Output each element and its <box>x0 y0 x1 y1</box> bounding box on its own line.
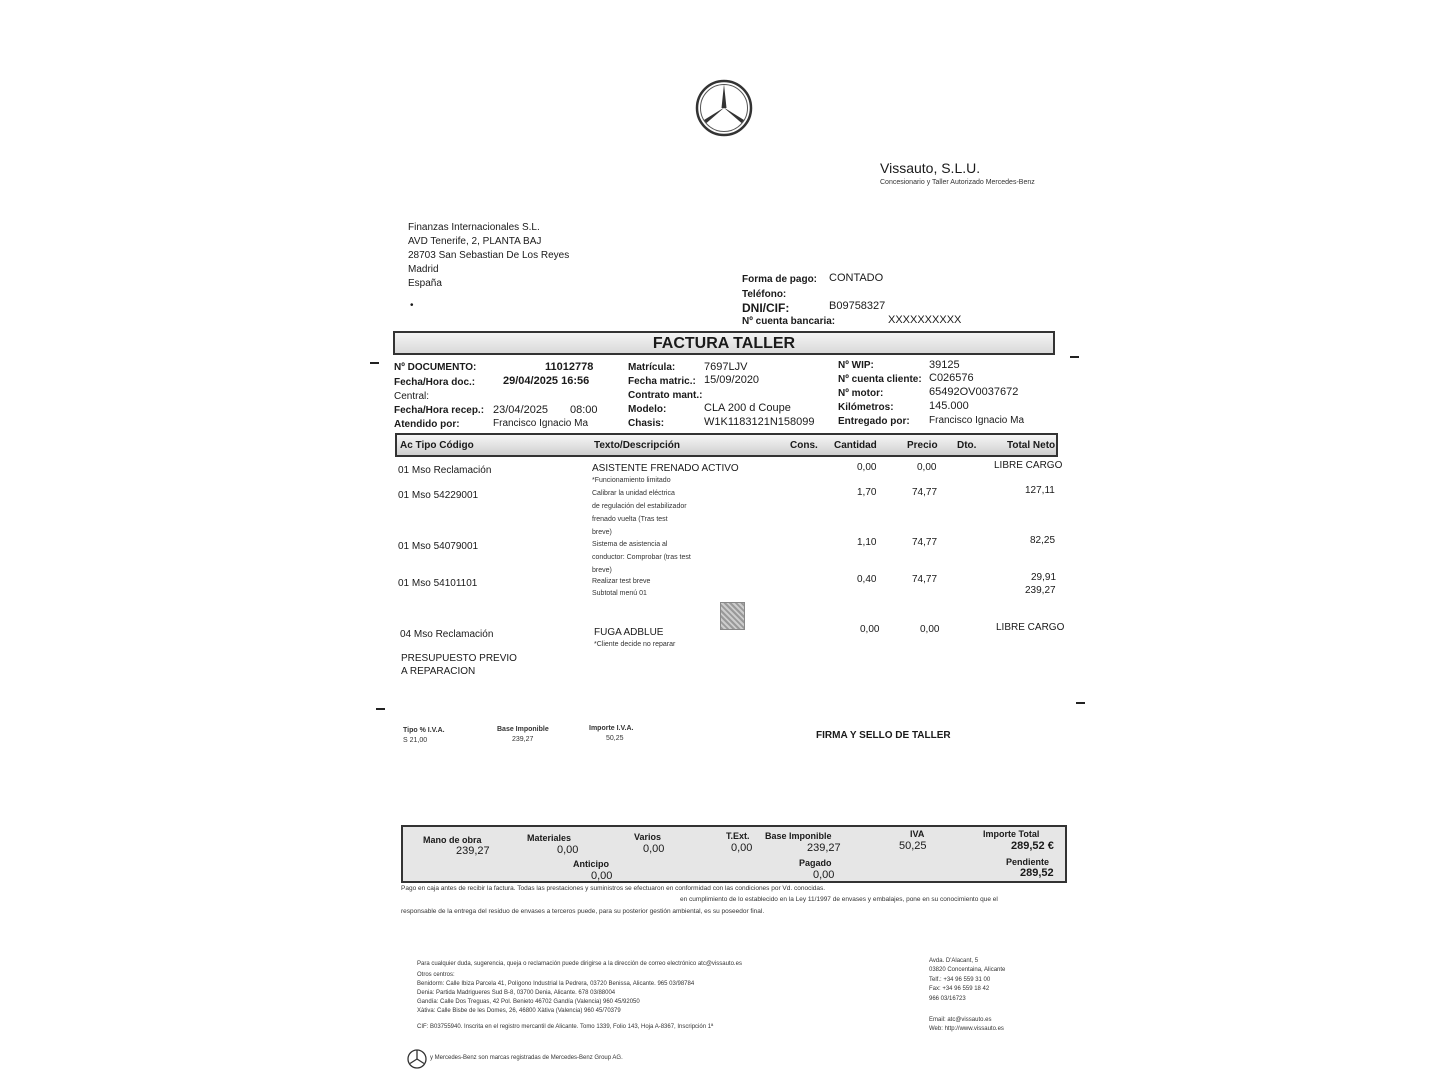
issuer-name: Vissauto, S.L.U. <box>880 160 981 176</box>
varios-label: Varios <box>634 832 662 842</box>
dni-value: B09758327 <box>829 300 886 312</box>
footer-fax: Fax: +34 96 559 18 42 <box>929 986 990 992</box>
footer-address: Avda. D'Alacant, 5 <box>929 958 979 964</box>
tipo-iva-value: S 21,00 <box>403 737 428 744</box>
line-subtext: frenado vuelta (Tras test <box>592 516 668 523</box>
doc-date-value: 29/04/2025 16:56 <box>503 375 590 387</box>
line-total: 82,25 <box>1030 535 1056 546</box>
line-text: FUGA ADBLUE <box>594 627 664 638</box>
fmatric-value: 15/09/2020 <box>704 374 760 386</box>
line-qty: 1,70 <box>857 487 877 498</box>
cliente-value: C026576 <box>929 372 974 384</box>
materiales-label: Materiales <box>527 833 572 843</box>
base-imponible-value: 239,27 <box>512 736 534 743</box>
line-qty: 0,40 <box>857 574 877 585</box>
line-subtext: *Cliente decide no reparar <box>594 641 676 648</box>
margin-mark <box>376 708 385 710</box>
customer-address1: AVD Tenerife, 2, PLANTA BAJ <box>408 236 542 247</box>
modelo-label: Modelo: <box>628 404 667 415</box>
issuer-tagline: Concesionario y Taller Autorizado Mercedes-Benz <box>880 179 1035 186</box>
anticipo-label: Anticipo <box>573 859 609 869</box>
central-label: Central: <box>394 391 430 402</box>
entregado-label: Entregado por: <box>838 416 910 427</box>
totals-iva-label: IVA <box>910 829 925 839</box>
line-code: 01 Mso 54229001 <box>398 490 479 501</box>
line-price: 0,00 <box>917 462 937 473</box>
recep-time-value: 08:00 <box>570 404 598 416</box>
text-label: T.Ext. <box>726 831 750 841</box>
line-price: 74,77 <box>912 487 938 498</box>
line-subtext: breve) <box>592 529 612 536</box>
doc-date-label: Fecha/Hora doc.: <box>394 377 476 388</box>
line-qty: 0,00 <box>860 624 880 635</box>
document-title: FACTURA TALLER <box>393 331 1055 355</box>
line-total: 127,11 <box>1025 485 1055 496</box>
note-line2: A REPARACION <box>401 666 476 677</box>
wip-value: 39125 <box>929 359 960 371</box>
line-subtext: de regulación del estabilizador <box>592 503 687 510</box>
recep-label: Fecha/Hora recep.: <box>394 405 485 416</box>
matricula-label: Matrícula: <box>628 362 676 373</box>
line-code: 01 Mso 54101101 <box>398 578 478 589</box>
customer-city: Madrid <box>408 264 439 275</box>
legal-line3: responsable de la entrega del residuo de envases a terceros puede, para su posterior gestión ambiental, es su poseedor final. <box>401 908 765 915</box>
importe-iva-label: Importe I.V.A. <box>589 725 634 732</box>
base-imponible-label: Base Imponible <box>497 726 549 733</box>
footer-center: Benidorm: Calle Ibiza Parcela 41, Polígono Industrial la Pedrera, 03720 Benissa, Alicante. 965 03/98784 <box>417 981 695 987</box>
margin-mark <box>1070 356 1079 358</box>
col-cantidad: Cantidad <box>834 440 877 451</box>
footer-centers-title: Otros centros: <box>417 972 455 978</box>
matricula-value: 7697LJV <box>704 361 748 373</box>
footer-registry: 966 03/16723 <box>929 996 966 1002</box>
mano-obra-label: Mano de obra <box>423 835 482 845</box>
cliente-label: Nº cuenta cliente: <box>838 374 922 385</box>
pendiente-label: Pendiente <box>1006 857 1050 867</box>
line-text: Realizar test breve <box>592 578 651 585</box>
forma-pago-label: Forma de pago: <box>742 274 818 285</box>
line-subtext: conductor: Comprobar (tras test <box>592 554 691 561</box>
footer-center: Denia: Partida Madrigueres Sud B-8, 03700 Denia, Alicante. 678 03/88004 <box>417 990 616 996</box>
forma-pago-value: CONTADO <box>829 272 884 284</box>
line-text: Sistema de asistencia al <box>592 541 668 548</box>
line-subtext: *Funcionamiento limitado <box>592 477 671 484</box>
fmatric-label: Fecha matric.: <box>628 376 696 387</box>
motor-value: 65492OV0037672 <box>929 386 1019 398</box>
line-total: LIBRE CARGO <box>994 460 1063 471</box>
pagado-label: Pagado <box>799 858 832 868</box>
materiales-value: 0,00 <box>557 844 579 856</box>
mano-obra-value: 239,27 <box>456 845 490 857</box>
line-subtext: breve) <box>592 567 612 574</box>
pagado-value: 0,00 <box>813 869 835 881</box>
line-total: 29,91 <box>1031 572 1057 583</box>
cuenta-label: Nº cuenta bancaria: <box>742 316 836 327</box>
legal-line1: Pago en caja antes de recibir la factura. Todas las prestaciones y suministros se efectuaron en conformidad con las condiciones por Vd. conocidas. <box>401 885 826 892</box>
doc-number-label: Nº DOCUMENTO: <box>394 362 477 373</box>
cuenta-value: XXXXXXXXXX <box>888 314 962 326</box>
telefono-label: Teléfono: <box>742 289 787 300</box>
atendido-label: Atendido por: <box>394 419 460 430</box>
totals-iva-value: 50,25 <box>899 840 927 852</box>
line-text: ASISTENTE FRENADO ACTIVO <box>592 463 739 474</box>
chasis-label: Chasis: <box>628 418 665 429</box>
col-dto: Dto. <box>957 440 977 451</box>
totals-base-label: Base Imponible <box>765 831 832 841</box>
line-text: Calibrar la unidad eléctrica <box>592 490 675 497</box>
text-value: 0,00 <box>731 842 753 854</box>
line-price: 74,77 <box>912 537 938 548</box>
contrato-label: Contrato mant.: <box>628 390 703 401</box>
importe-total-value: 289,52 € <box>1011 840 1054 852</box>
importe-total-label: Importe Total <box>983 829 1040 839</box>
line-code: 04 Mso Reclamación <box>400 629 494 640</box>
footer-phone: Telf.: +34 96 559 31 00 <box>929 977 991 983</box>
line-total: LIBRE CARGO <box>996 622 1065 633</box>
totals-base-value: 239,27 <box>807 842 841 854</box>
varios-value: 0,00 <box>643 843 665 855</box>
legal-line2: en cumplimiento de lo establecido en la Ley 11/1997 de envases y embalajes, pone en su conocimiento que el <box>680 896 998 903</box>
footer-cif: CIF: B03755940. Inscrita en el registro mercantil de Alicante. Tomo 1339, Folio 143, Hoja A-8367, Inscripción 1ª <box>417 1024 714 1030</box>
totals-box <box>401 825 1067 883</box>
note-line1: PRESUPUESTO PREVIO <box>401 653 517 664</box>
atendido-value: Francisco Ignacio Ma <box>493 418 589 429</box>
mercedes-star-small-logo <box>407 1049 427 1069</box>
lines-table-header <box>395 433 1058 457</box>
footer-center: Gandía: Calle Dos Treguas, 42 Pol. Benieto 46702 Gandía (Valencia) 960 45/92050 <box>417 999 640 1005</box>
chasis-value: W1K1183121N158099 <box>704 416 815 428</box>
line-price: 0,00 <box>920 624 940 635</box>
recep-date-value: 23/04/2025 <box>493 404 549 416</box>
km-label: Kilómetros: <box>838 402 894 413</box>
col-precio: Precio <box>907 440 938 451</box>
margin-mark <box>1076 702 1085 704</box>
tipo-iva-label: Tipo % I.V.A. <box>403 727 445 734</box>
customer-mark: • <box>410 300 414 311</box>
km-value: 145.000 <box>929 400 969 412</box>
doc-number-value: 11012778 <box>545 361 594 373</box>
dni-label: DNI/CIF: <box>742 301 790 315</box>
motor-label: Nº motor: <box>838 388 884 399</box>
col-cons: Cons. <box>790 440 818 451</box>
line-price: 74,77 <box>912 574 938 585</box>
signature-label: FIRMA Y SELLO DE TALLER <box>816 730 951 741</box>
margin-mark <box>370 362 379 364</box>
anticipo-value: 0,00 <box>591 870 613 882</box>
pendiente-value: 289,52 <box>1020 867 1054 879</box>
customer-name: Finanzas Internacionales S.L. <box>408 222 540 233</box>
mercedes-star-logo <box>694 78 754 138</box>
col-total: Total Neto <box>1007 440 1056 451</box>
line-code: 01 Mso Reclamación <box>398 465 492 476</box>
importe-iva-value: 50,25 <box>606 735 624 742</box>
line-qty: 0,00 <box>857 462 877 473</box>
wip-label: Nº WIP: <box>838 360 874 371</box>
footer-contact: Para cualquier duda, sugerencia, queja o reclamación puede dirigirse a la dirección de correo electrónico atc@vissauto.es <box>417 961 742 967</box>
modelo-value: CLA 200 d Coupe <box>704 402 791 414</box>
footer-web: Web: http://www.vissauto.es <box>929 1026 1004 1032</box>
col-code: Ac Tipo Código <box>400 440 474 451</box>
footer-email: Email: atc@vissauto.es <box>929 1017 992 1023</box>
menu-subtotal: 239,27 <box>1025 585 1056 596</box>
footer-center: Xàtiva: Calle Bisbe de les Domes, 26, 46800 Xàtiva (Valencia) 960 45/70379 <box>417 1008 621 1014</box>
col-text: Texto/Descripción <box>594 440 680 451</box>
footer-trademark: y Mercedes-Benz son marcas registradas de Mercedes-Benz Group AG. <box>430 1055 623 1061</box>
line-code: 01 Mso 54079001 <box>398 541 479 552</box>
footer-address: 03820 Concentaina, Alicante <box>929 967 1006 973</box>
qr-code <box>720 602 745 630</box>
customer-address2: 28703 San Sebastian De Los Reyes <box>408 250 570 261</box>
customer-country: España <box>408 278 442 289</box>
entregado-value: Francisco Ignacio Ma <box>929 415 1025 426</box>
line-subtext: Subtotal menú 01 <box>592 590 647 597</box>
line-qty: 1,10 <box>857 537 877 548</box>
